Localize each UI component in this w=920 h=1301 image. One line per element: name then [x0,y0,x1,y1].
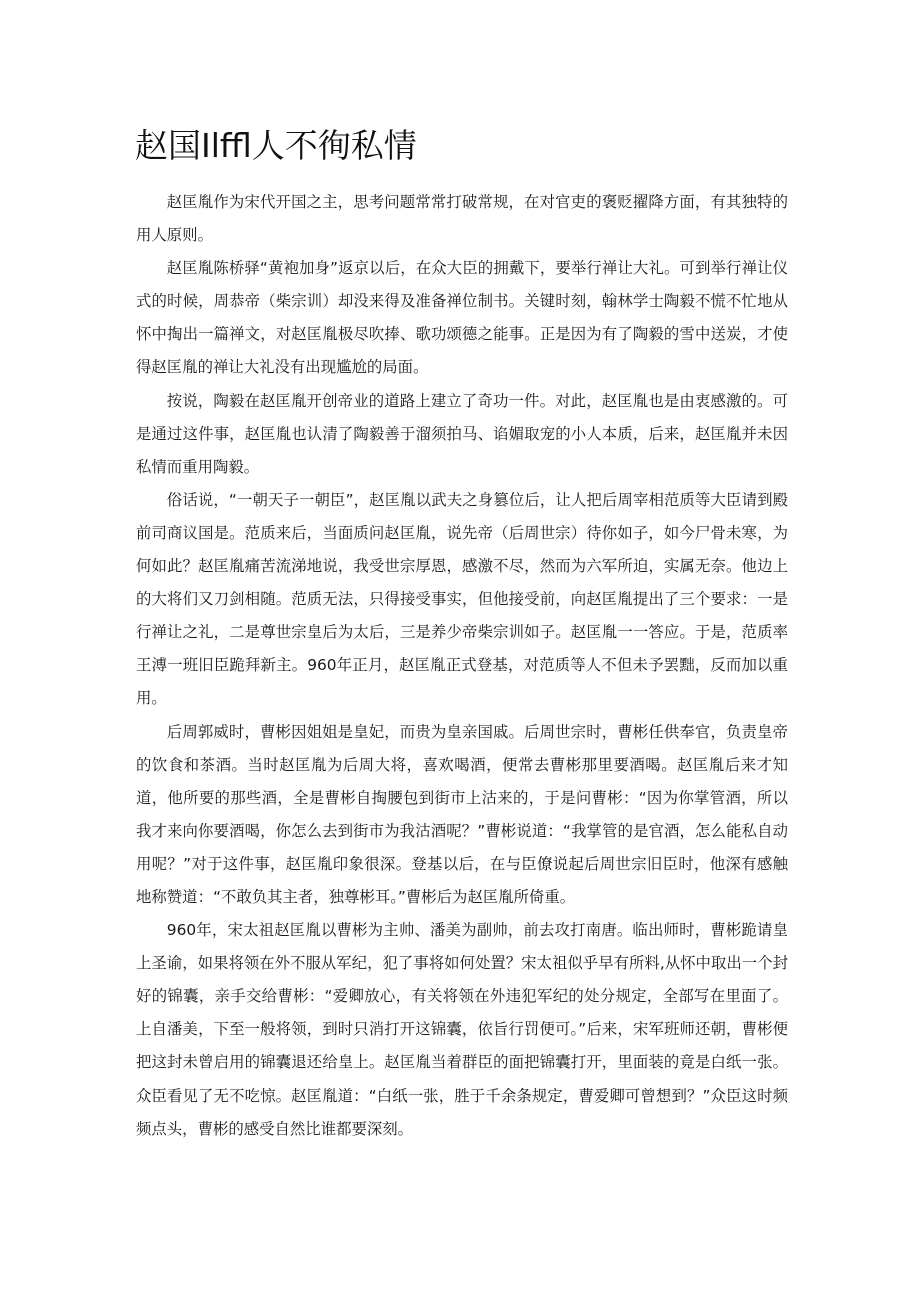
paragraph: 后周郭威时，曹彬因姐姐是皇妃，而贵为皇亲国戚。后周世宗时，曹彬任供奉官，负责皇帝的饮食和茶酒。当时赵匡胤为后周大将，喜欢喝酒，便常去曹彬那里要酒喝。赵匡胤后来才知道，他所要的那些酒，全是曹彬自掏腰包到街市上沽来的，于是问曹彬：“因为你掌管酒，所以我才来向你要酒喝，你怎么去到街市为我沽酒呢？”曹彬说道：“我掌管的是官酒，怎么能私自动用呢？”对于这件事，赵匡胤印象很深。登基以后，在与臣僚说起后周世宗旧臣时，他深有感触地称赞道：“不敢负其主者，独尊彬耳。”曹彬后为赵匡胤所倚重。 [136,722,788,906]
paragraph: 960年，宋太祖赵匡胤以曹彬为主帅、潘美为副帅，前去攻打南唐。临出师时，曹彬跪请皇上圣谕，如果将领在外不服从军纪，犯了事将如何处置？宋太祖似乎早有所料,从怀中取出一个封好的锦囊，亲手交给曹彬：“爱卿放心，有关将领在外违犯军纪的处分规定，全部写在里面了。上自潘美，下至一般将领，到时只消打开这锦囊，依旨行罚便可。”后来，宋军班师还朝，曹彬便把这封未曾启用的锦囊退还给皇上。赵匡胤当着群臣的面把锦囊打开，里面装的竟是白纸一张。众臣看见了无不吃惊。赵匡胤道：“白纸一张，胜于千余条规定，曹爱卿可曾想到？”众臣这时频频点头，曹彬的感受自然比谁都要深刻。 [136,921,788,1138]
paragraph: 赵匡胤作为宋代开国之主，思考问题常常打破常规，在对官吏的褒贬擢降方面，有其独特的用人原则。 [136,193,788,245]
document-body [136,186,788,1146]
paragraph: 俗话说，“一朝天子一朝臣”，赵匡胤以武夫之身篡位后，让人把后周宰相范质等大臣请到殿前司商议国是。范质来后，当面质问赵匡胤，说先帝（后周世宗）待你如子，如今尸骨未寒，为何如此？赵匡胤痛苦流涕地说，我受世宗厚恩，感激不尽，然而为六军所迫，实属无奈。他边上的大将们又刀剑相随。范质无法，只得接受事实，但他接受前，向赵匡胤提出了三个要求：一是行禅让之礼，二是尊世宗皇后为太后，三是养少帝柴宗训如子。赵匡胤一一答应。于是，范质率王溥一班旧臣跪拜新主。960年正月，赵匡胤正式登基，对范质等人不但未予罢黜，反而加以重用。 [136,490,788,708]
document-title: 赵国Ilffl人不徇私情 [135,126,417,165]
paragraph: 赵匡胤陈桥驿“黄袍加身”返京以后，在众大臣的拥戴下，要举行禅让大礼。可到举行禅让仪式的时候，周恭帝（柴宗训）却没来得及准备禅位制书。关键时刻，翰林学士陶毅不慌不忙地从怀中掏出一篇禅文，对赵匡胤极尽吹捧、歌功颂德之能事。正是因为有了陶毅的雪中送炭，才使得赵匡胤的禅让大礼没有出现尴尬的局面。 [136,259,788,377]
paragraph: 按说，陶毅在赵匡胤开创帝业的道路上建立了奇功一件。对此，赵匡胤也是由衷感激的。可是通过这件事，赵匡胤也认清了陶毅善于溜须拍马、谄媚取宠的小人本质，后来，赵匡胤并未因私情而重用陶毅。 [136,391,788,476]
